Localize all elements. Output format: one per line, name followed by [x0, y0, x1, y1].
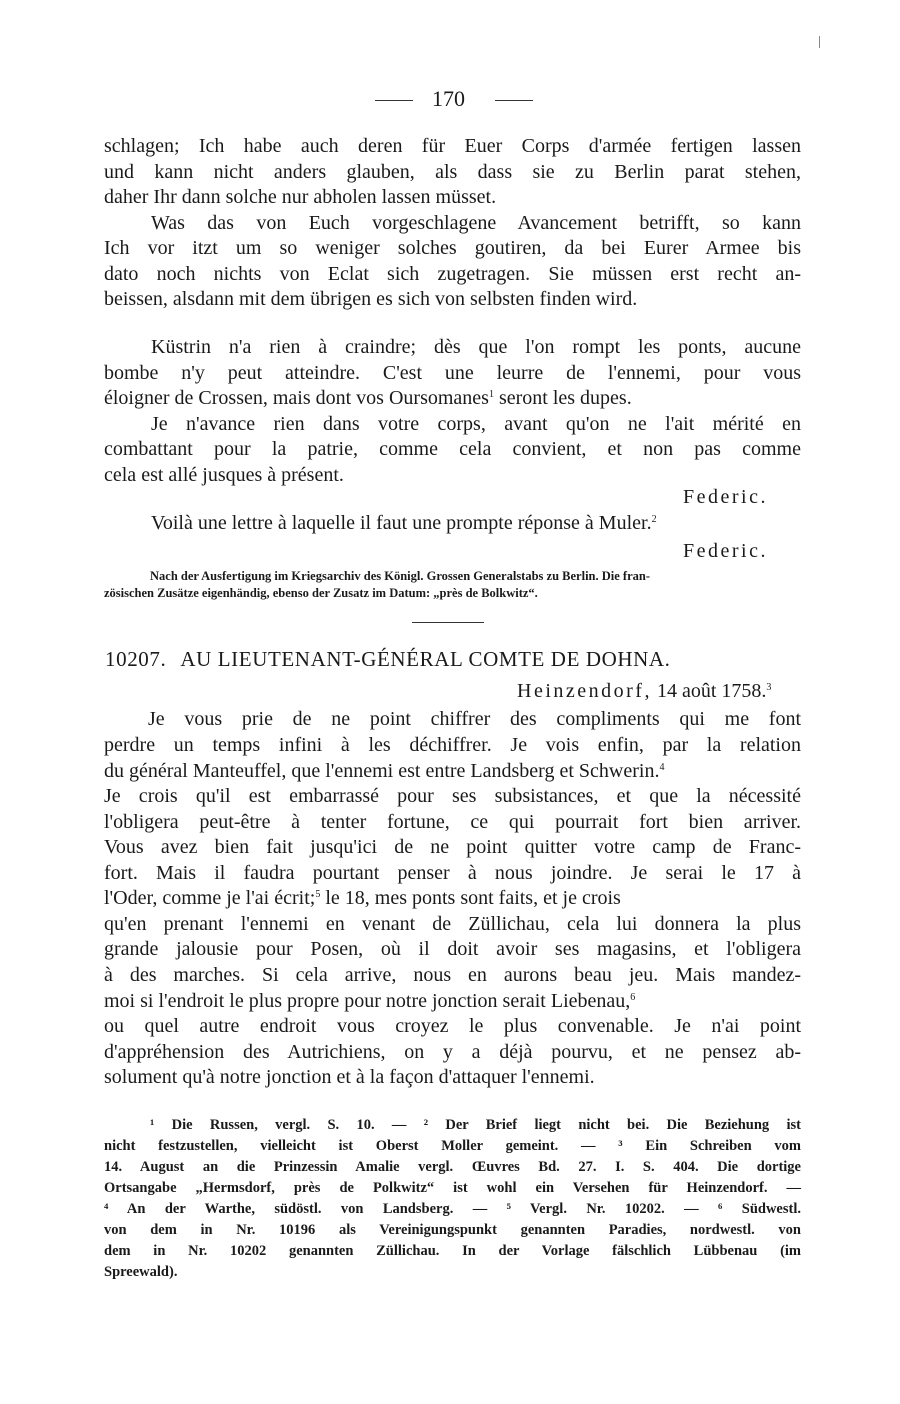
- signature: Federic.: [683, 540, 768, 562]
- text-line: Küstrin n'a rien à craindre; dès que l'on rompt les ponts, aucune: [151, 336, 801, 358]
- footnote-line: ⁴ An der Warthe, südöstl. von Landsberg. — ⁵ Vergl. Nr. 10202. — ⁶ Südwestl.: [104, 1201, 801, 1217]
- text-line: daher Ihr dann solche nur abholen lassen müsset.: [104, 186, 497, 208]
- text-line: fort. Mais il faudra pourtant penser à nous joindre. Je serai le 17 à: [104, 862, 801, 884]
- text-line: solument qu'à notre jonction et à la façon d'attaquer l'ennemi.: [104, 1066, 595, 1088]
- footnote-line: Spreewald).: [104, 1264, 178, 1280]
- footnote-ref: 4: [659, 762, 665, 773]
- letter-number: 10207.: [105, 647, 167, 671]
- postscript: Voilà une lettre à laquelle il faut une prompte réponse à Muler.$^2$: [151, 512, 657, 534]
- text-line: Je vous prie de ne point chiffrer des compliments qui me font: [148, 708, 801, 730]
- text-line: Je n'avance rien dans votre corps, avant qu'on ne l'ait mérité en: [151, 413, 801, 435]
- header-rule-left: [375, 100, 413, 101]
- text-line: ou quel autre endroit vous croyez le plus convenable. Je n'ai point: [104, 1015, 801, 1037]
- text-line: Je crois qu'il est embarrassé pour ses subsistances, et que la nécessité: [104, 785, 801, 807]
- text-line: dato noch nichts von Eclat sich zugetragen. Sie müssen erst recht an-: [104, 263, 801, 285]
- text-line: Was das von Euch vorgeschlagene Avancement betrifft, so kann: [151, 212, 801, 234]
- margin-mark: [819, 36, 820, 48]
- text-line: à des marches. Si cela arrive, nous en aurons beau jeu. Mais mandez-: [104, 964, 801, 986]
- page-number: 170: [432, 86, 465, 111]
- text-line: l'obligera peut-être à tenter fortune, ce qui pourrait fort bien arriver.: [104, 811, 801, 833]
- text-line: moi si l'endroit le plus propre pour notre jonction serait Liebenau,$^6$: [104, 990, 636, 1012]
- letter-dateline: [517, 678, 771, 704]
- footnote-ref: 5: [315, 889, 321, 900]
- footnote-line: ¹ Die Russen, vergl. S. 10. — ² Der Brief liegt nicht bei. Die Beziehung ist: [150, 1117, 801, 1133]
- signature: Federic.: [683, 486, 768, 508]
- text-line: beissen, alsdann mit dem übrigen es sich von selbsten finden wird.: [104, 288, 638, 310]
- text-line: schlagen; Ich habe auch deren für Euer Corps d'armée fertigen lassen: [104, 135, 801, 157]
- letter-title: AU LIEUTENANT-GÉNÉRAL COMTE DE DOHNA.: [180, 647, 671, 671]
- text-line: grande jalousie pour Posen, où il doit avoir ses magasins, et l'obligera: [104, 938, 801, 960]
- text-line: Ich vor itzt um so weniger solches goutiren, da bei Eurer Armee bis: [104, 237, 801, 259]
- footnote-line: dem in Nr. 10202 genannten Züllichau. In der Vorlage fälschlich Lübbenau (im: [104, 1243, 801, 1259]
- text-line: d'appréhension des Autrichiens, on y a déjà pourvu, et ne pensez ab-: [104, 1041, 801, 1063]
- footnote-ref: 3: [766, 682, 772, 693]
- letter-date: 14 août 1758.: [656, 680, 767, 702]
- text-line: Vous avez bien fait jusqu'ici de ne point quitter votre camp de Franc-: [104, 836, 801, 858]
- footnote-line: von dem in Nr. 10196 als Vereinigungspunkt genannten Paradies, nordwestl. von: [104, 1222, 801, 1238]
- text-line: cela est allé jusques à présent.: [104, 464, 344, 486]
- footnote-line: nicht festzustellen, vielleicht ist Oberst Moller gemeint. — ³ Ein Schreiben vom: [104, 1138, 801, 1154]
- section-divider: [412, 622, 484, 623]
- footnote-line: 14. August an die Prinzessin Amalie vergl. Œuvres Bd. 27. I. S. 404. Die dortige: [104, 1159, 801, 1175]
- source-note: Nach der Ausfertigung im Kriegsarchiv des Königl. Grossen Generalstabs zu Berlin. Die fran-: [150, 569, 650, 583]
- header-rule-right: [495, 100, 533, 101]
- text-line: und kann nicht anders glauben, als dass sie zu Berlin parat stehen,: [104, 161, 801, 183]
- text-line: éloigner de Crossen, mais dont vos Oursomanes$^1$ seront les dupes.: [104, 387, 632, 409]
- footnote-ref: 6: [630, 992, 636, 1003]
- text-line: du général Manteuffel, que l'ennemi est entre Landsberg et Schwerin.$^4$: [104, 760, 665, 782]
- text-line: perdre un temps infini à les déchiffrer. Je vois enfin, par la relation: [104, 734, 801, 756]
- text-line: bombe n'y peut atteindre. C'est une leurre de l'ennemi, pour vous: [104, 362, 801, 384]
- letter-heading: [105, 645, 671, 673]
- footnote-line: Ortsangabe „Hermsdorf, près de Polkwitz“ ist wohl ein Versehen für Heinzendorf. —: [104, 1180, 801, 1196]
- footnote-ref: 2: [651, 514, 657, 525]
- source-note: zösischen Zusätze eigenhändig, ebenso der Zusatz im Datum: „près de Bolkwitz“.: [104, 586, 538, 600]
- text-line: combattant pour la patrie, comme cela convient, et non pas comme: [104, 438, 801, 460]
- text-line: qu'en prenant l'ennemi en venant de Züllichau, cela lui donnera la plus: [104, 913, 801, 935]
- letter-place: Heinzendorf,: [517, 680, 652, 702]
- footnote-ref: 1: [488, 389, 494, 400]
- text-line: l'Oder, comme je l'ai écrit;$^5$ le 18, mes ponts sont faits, et je crois: [104, 887, 621, 909]
